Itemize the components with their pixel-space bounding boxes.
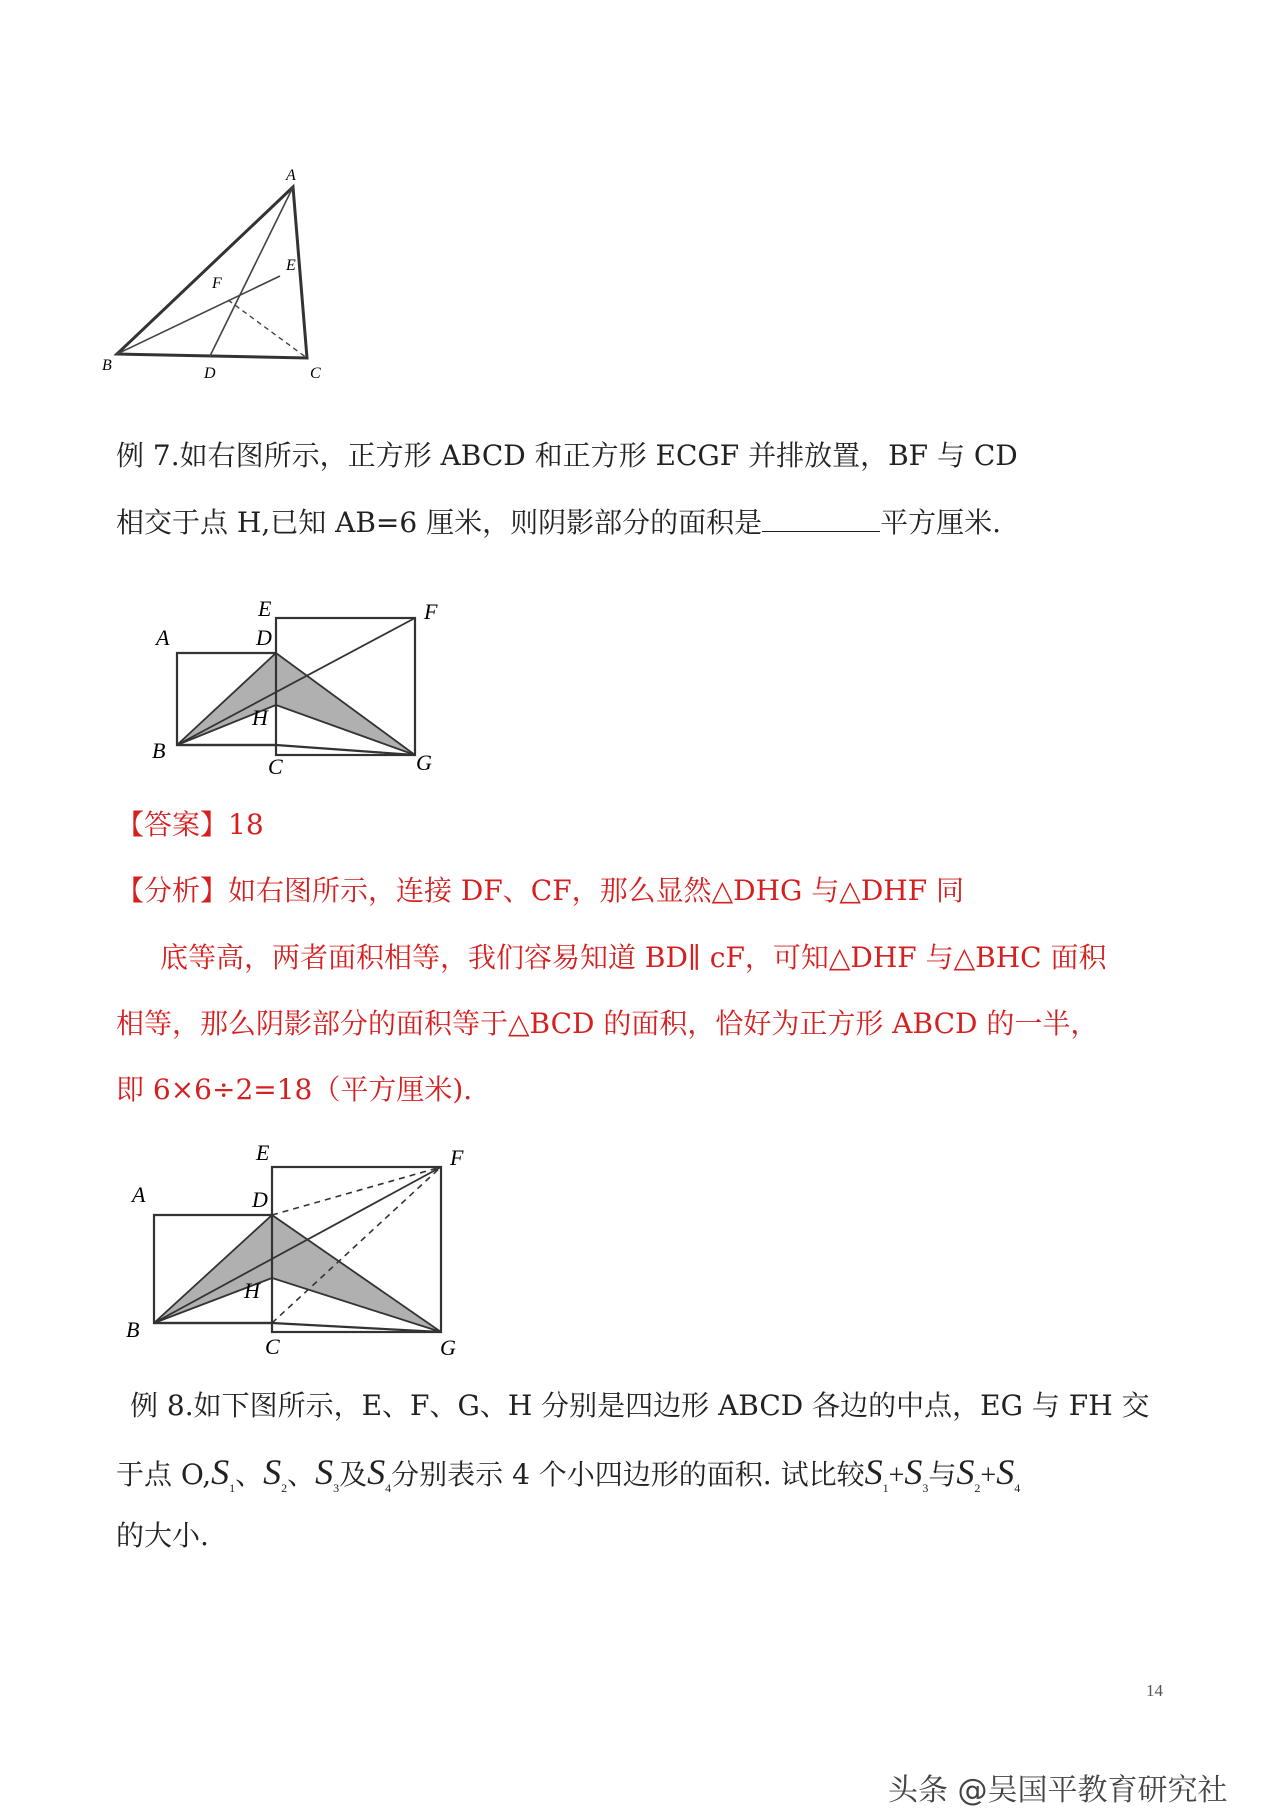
sum-s2: $S_2$: [956, 1452, 981, 1496]
s4: $S_4$: [367, 1452, 392, 1496]
example8-point-o: 于点 O,: [116, 1458, 212, 1491]
analysis-line1: [116, 875, 964, 907]
page-number: 14: [1146, 1681, 1163, 1700]
label-e: E: [258, 596, 272, 621]
label-g: G: [440, 1335, 456, 1360]
label-d: D: [204, 365, 216, 382]
s2: $S_2$: [263, 1452, 288, 1496]
label-f: F: [212, 275, 222, 292]
sum-s4: $S_4$: [996, 1452, 1021, 1496]
label-h: H: [252, 705, 268, 730]
sep-2: 、: [287, 1458, 316, 1491]
watermark: 头条 @吴国平教育研究社: [888, 1773, 1228, 1808]
example8-line3: 的大小.: [116, 1519, 209, 1552]
analysis-text-1: 如右图所示，连接 DF、CF，那么显然△DHG 与△DHF 同: [228, 874, 965, 907]
shaded-triangle-dhg: [272, 1215, 441, 1332]
label-b: B: [152, 738, 166, 763]
analysis-tag: 【分析】: [116, 874, 229, 907]
example7-line2-unit: 平方厘米.: [880, 506, 1002, 539]
label-a: A: [132, 1182, 146, 1207]
label-g: G: [416, 750, 432, 775]
segment-fc-dashed: [228, 300, 307, 358]
shaded-triangle-dhg: [276, 653, 415, 755]
analysis-line2: 底等高，两者面积相等，我们容易知道 BD∥ cF，可知△DHF 与△BHC 面积: [160, 941, 1107, 974]
sum-s1: $S_1$: [864, 1452, 889, 1496]
label-d: D: [252, 1187, 268, 1212]
triangle-abc: [117, 187, 307, 358]
and-text: 及: [339, 1458, 368, 1491]
figure-squares: [140, 590, 460, 780]
label-c: C: [265, 1334, 280, 1359]
label-d: D: [256, 625, 272, 650]
label-e: E: [286, 257, 296, 274]
sep-1: 、: [235, 1458, 264, 1491]
segment-be: [117, 276, 280, 354]
label-b: B: [126, 1317, 140, 1342]
figure-squares-dashed: [120, 1140, 480, 1365]
label-e: E: [256, 1140, 270, 1165]
sum-s3: $S_3$: [904, 1452, 929, 1496]
example8-line2: [116, 1450, 1020, 1510]
answer-line: [116, 809, 264, 841]
answer-blank: [762, 509, 880, 532]
label-b: B: [102, 357, 112, 374]
example8-line1: 例 8.如下图所示，E、F、G、H 分别是四边形 ABCD 各边的中点，EG 与 FH 交: [130, 1389, 1150, 1422]
analysis-line4: 即 6×6÷2=18（平方厘米).: [116, 1073, 473, 1106]
label-f: F: [450, 1145, 464, 1170]
example7-line2: [116, 507, 1001, 539]
label-h: H: [244, 1278, 260, 1303]
s3: $S_3$: [315, 1452, 340, 1496]
example7-line1: 例 7.如右图所示，正方形 ABCD 和正方形 ECGF 并排放置，BF 与 CD: [116, 439, 1018, 472]
label-f: F: [424, 599, 438, 624]
segment-ad: [210, 187, 293, 356]
with-text: 与: [928, 1458, 957, 1491]
label-a: A: [156, 625, 170, 650]
plus-1: +: [888, 1460, 905, 1491]
example8-line2-text: 分别表示 4 个小四边形的面积. 试比较: [391, 1458, 865, 1491]
s1: $S_1$: [211, 1452, 236, 1496]
example7-line2-text: 相交于点 H,已知 AB=6 厘米，则阴影部分的面积是: [116, 506, 763, 539]
analysis-line3: 相等，那么阴影部分的面积等于△BCD 的面积，恰好为正方形 ABCD 的一半，: [116, 1007, 1099, 1040]
answer-value: 18: [228, 808, 264, 841]
figure-triangle: [100, 160, 380, 400]
segment-df-dashed: [272, 1167, 441, 1215]
answer-tag: 【答案】: [116, 808, 229, 841]
shaded-triangle-bdh: [177, 653, 276, 745]
label-c: C: [310, 365, 321, 382]
label-c: C: [268, 754, 283, 779]
segment-bf: [177, 618, 415, 745]
plus-2: +: [980, 1460, 997, 1491]
label-a: A: [286, 167, 296, 184]
